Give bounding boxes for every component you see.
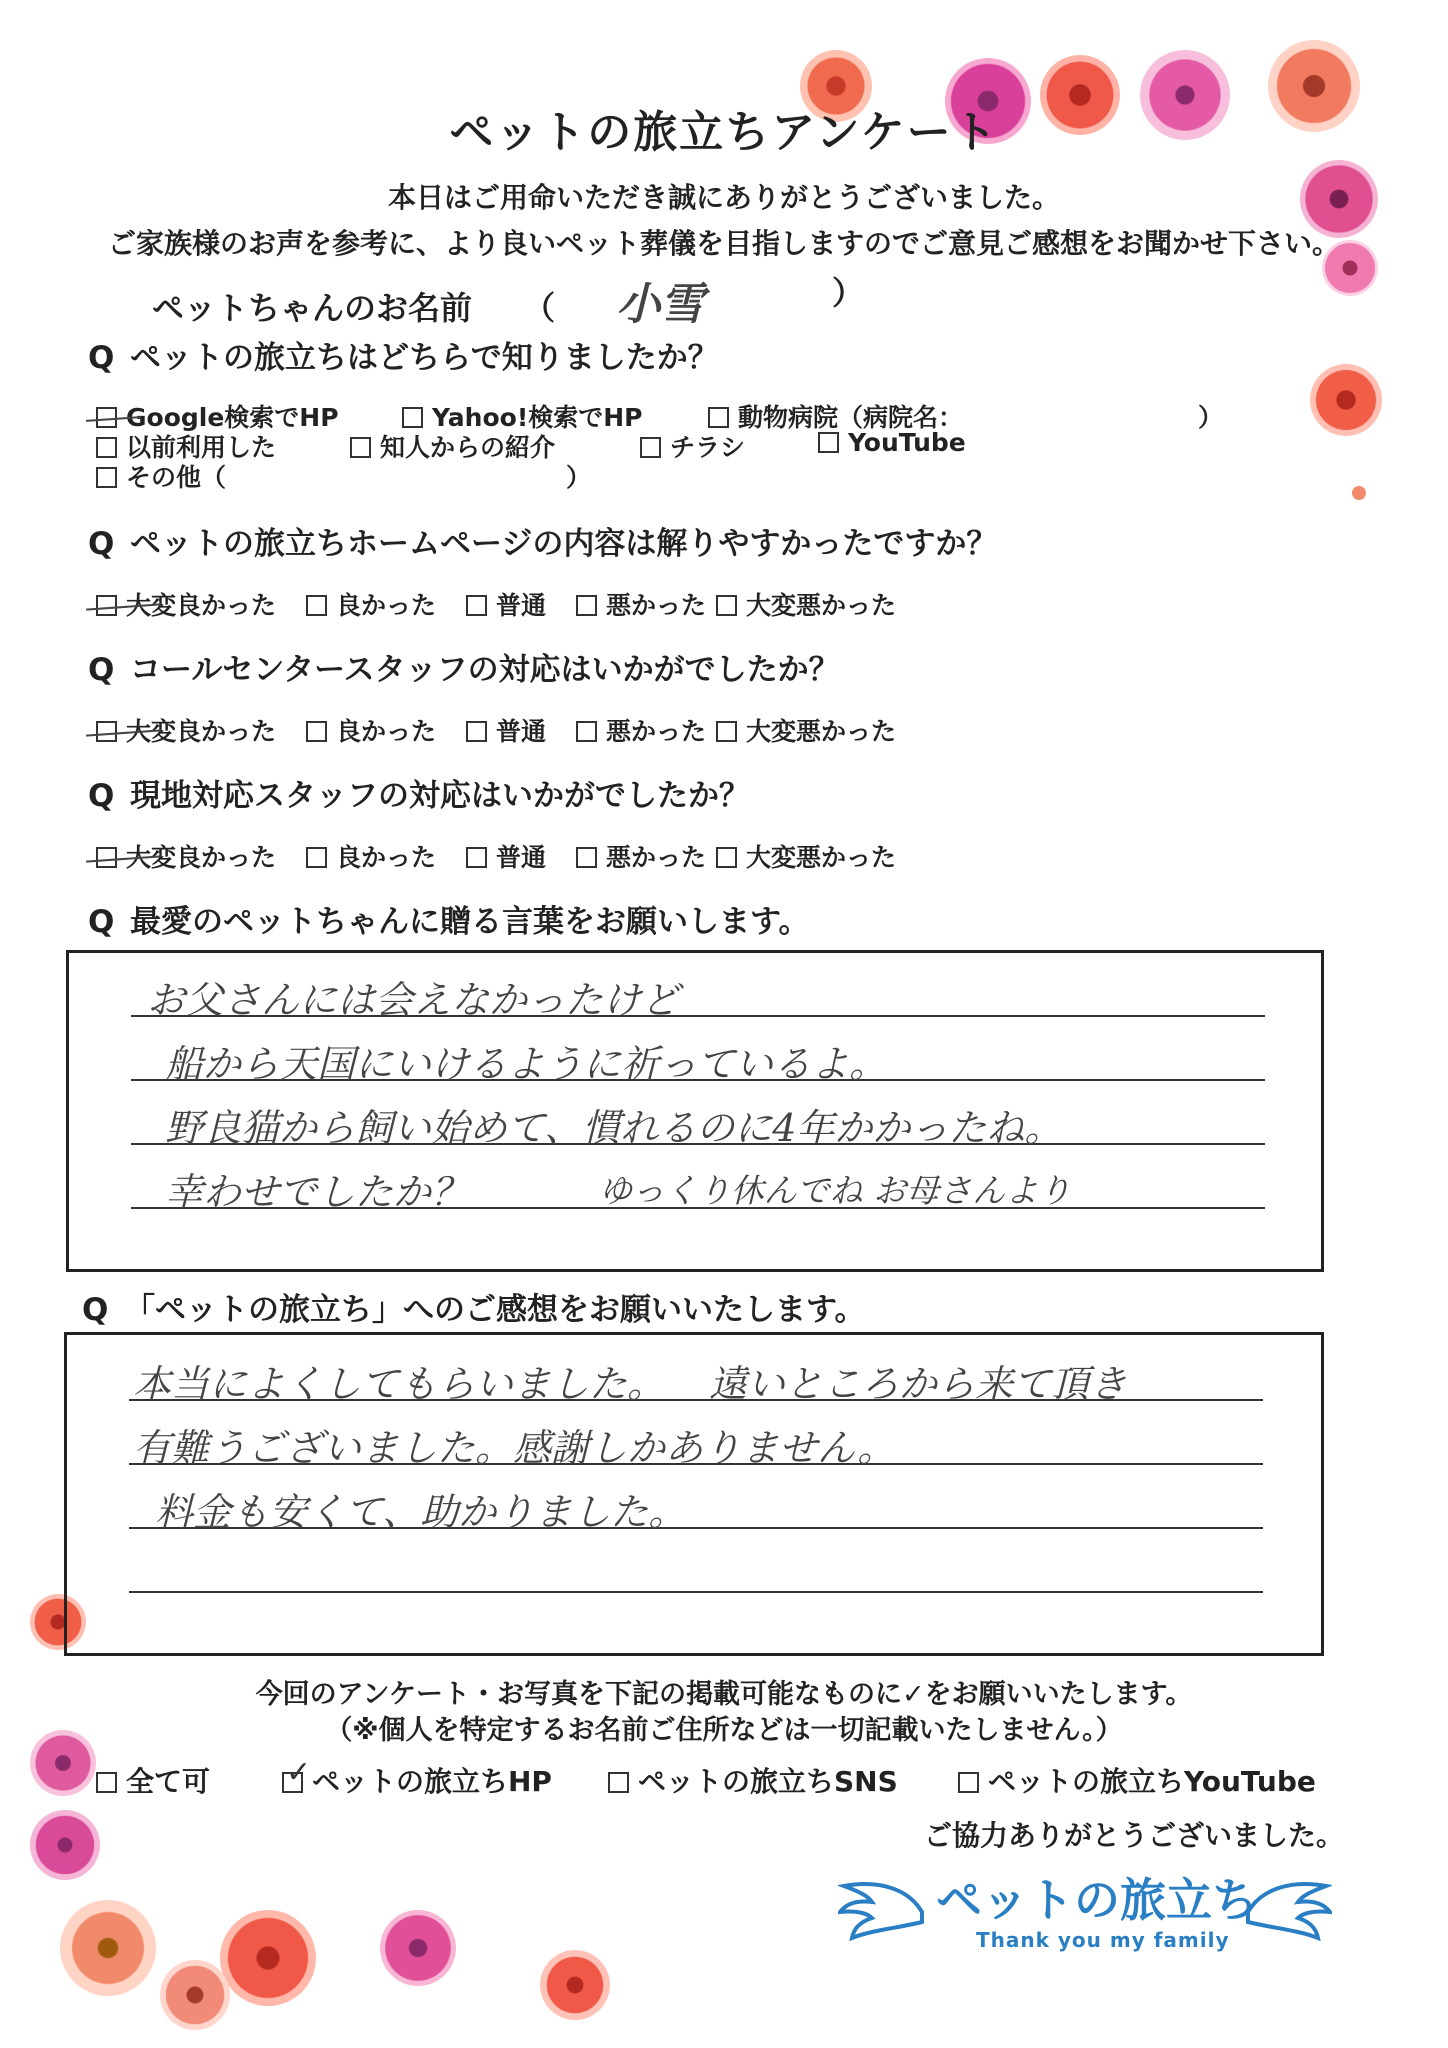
- publish-option-sns[interactable]: ペットの旅立ちSNS: [608, 1760, 898, 1800]
- q4-option-bad[interactable]: 悪かった: [576, 838, 706, 874]
- checkbox[interactable]: [96, 1772, 117, 1793]
- publish-option-youtube[interactable]: ペットの旅立ちYouTube: [958, 1760, 1316, 1800]
- checkbox[interactable]: [466, 595, 487, 616]
- wing-right-icon: [1246, 1878, 1332, 1944]
- pet-name-value[interactable]: 小雪: [616, 279, 705, 330]
- q3-option-average[interactable]: 普通: [466, 712, 546, 748]
- checkbox[interactable]: [466, 847, 487, 868]
- logo-main-text: ペットの旅立ち: [936, 1873, 1258, 1927]
- checkbox[interactable]: [96, 847, 117, 868]
- q6-answer-line-1: 本当によくしてもらいました。: [133, 1362, 666, 1406]
- checkbox[interactable]: [576, 595, 597, 616]
- checkbox[interactable]: [96, 437, 117, 458]
- checkbox[interactable]: [282, 1755, 312, 1793]
- q6-question: Q 「ペットの旅立ち」へのご感想をお願いいたします。: [82, 1292, 866, 1328]
- q2-option-very-bad[interactable]: 大変悪かった: [716, 586, 896, 622]
- q1-question: Q ペットの旅立ちはどちらで知りましたか？: [88, 340, 719, 376]
- q1-hospital-close-paren: ）: [1198, 403, 1224, 432]
- logo-sub-text: Thank you my family: [976, 1928, 1230, 1952]
- publish-option-all[interactable]: 全て可: [96, 1760, 210, 1800]
- q4-option-average[interactable]: 普通: [466, 838, 546, 874]
- q6-answer-line-1-right: 遠いところから来て頂き: [709, 1362, 1128, 1406]
- checkbox[interactable]: [608, 1772, 629, 1793]
- checkbox[interactable]: [708, 407, 729, 428]
- q5-answer-line-3: 野良猫から飼い始めて、慣れるのに4年かかったね。: [165, 1106, 1063, 1150]
- q1-other-close-paren: ）: [566, 463, 592, 492]
- checkbox[interactable]: [96, 467, 117, 488]
- q5-answer-box[interactable]: [66, 950, 1324, 1272]
- checkbox[interactable]: [716, 721, 737, 742]
- q1-option-google[interactable]: Google検索でHP: [96, 398, 339, 434]
- q1-option-hospital[interactable]: 動物病院（病院名：: [708, 398, 963, 434]
- q1-option-yahoo[interactable]: Yahoo!検索でHP: [402, 398, 642, 434]
- q1-option-referral[interactable]: 知人からの紹介: [350, 428, 555, 464]
- intro-line-1: 本日はご用命いただき誠にありがとうございました。: [387, 181, 1060, 214]
- thanks-text: ご協力ありがとうございました。: [924, 1819, 1345, 1852]
- checkbox[interactable]: [958, 1772, 979, 1793]
- q1-option-previous[interactable]: 以前利用した: [96, 428, 276, 464]
- q4-option-good[interactable]: 良かった: [306, 838, 436, 874]
- q5-answer-line-1: お父さんには会えなかったけど: [147, 978, 680, 1022]
- publish-line-1: 今回のアンケート・お写真を下記の掲載可能なものに✓をお願いいたします。: [255, 1679, 1193, 1710]
- checkbox[interactable]: [716, 595, 737, 616]
- q2-option-very-good[interactable]: 大変良かった: [96, 586, 276, 622]
- checkbox[interactable]: [716, 847, 737, 868]
- brand-logo: [838, 1862, 1334, 1962]
- checkbox[interactable]: [96, 595, 117, 616]
- checkbox[interactable]: [306, 595, 327, 616]
- q3-option-bad[interactable]: 悪かった: [576, 712, 706, 748]
- q2-option-average[interactable]: 普通: [466, 586, 546, 622]
- q6-answer-line-2: 有難うございました。感謝しかありません。: [133, 1426, 896, 1470]
- q3-option-very-good[interactable]: 大変良かった: [96, 712, 276, 748]
- checkbox[interactable]: [640, 437, 661, 458]
- checkbox[interactable]: [96, 407, 117, 428]
- survey-title: ペットの旅立ちアンケート: [449, 107, 999, 158]
- q1-option-youtube[interactable]: YouTube: [818, 428, 966, 457]
- q3-option-good[interactable]: 良かった: [306, 712, 436, 748]
- checkbox[interactable]: [402, 407, 423, 428]
- wing-left-icon: [838, 1878, 924, 1944]
- q5-answer-line-4: 幸わせでしたか？: [165, 1170, 470, 1214]
- q2-question: Q ペットの旅立ちホームページの内容は解りやすかったですか？: [88, 526, 998, 562]
- checkbox[interactable]: [466, 721, 487, 742]
- q4-option-very-bad[interactable]: 大変悪かった: [716, 838, 896, 874]
- q-mark: Q: [88, 340, 115, 376]
- pet-name-label: ペットちゃんのお名前: [152, 289, 473, 327]
- pet-name-open-paren: （: [523, 289, 556, 327]
- q5-question: Q 最愛のペットちゃんに贈る言葉をお願いします。: [88, 904, 810, 940]
- checkmark-icon: ✓: [286, 1755, 312, 1790]
- q1-option-other[interactable]: その他（: [96, 458, 226, 494]
- q1-option-flyer[interactable]: チラシ: [640, 428, 745, 464]
- q2-option-good[interactable]: 良かった: [306, 586, 436, 622]
- checkbox[interactable]: [576, 721, 597, 742]
- intro-line-2: ご家族様のお声を参考に、より良いペット葬儀を目指しますのでご意見ご感想をお聞かせ下さい。: [107, 227, 1340, 260]
- pet-name-row: [152, 268, 865, 332]
- q2-option-bad[interactable]: 悪かった: [576, 586, 706, 622]
- pet-name-close-paren: ）: [832, 274, 865, 312]
- checkbox[interactable]: [818, 432, 839, 453]
- q5-answer-line-4-right: ゆっくり休んでね お母さんより: [599, 1171, 1072, 1210]
- checkbox[interactable]: [306, 721, 327, 742]
- checkbox[interactable]: [96, 721, 117, 742]
- checkbox[interactable]: [576, 847, 597, 868]
- q3-option-very-bad[interactable]: 大変悪かった: [716, 712, 896, 748]
- q3-question: Q コールセンタースタッフの対応はいかがでしたか？: [88, 652, 840, 688]
- answer-line: [129, 1591, 1263, 1593]
- q6-answer-line-3: 料金も安くて、助かりました。: [155, 1490, 687, 1534]
- checkbox[interactable]: [306, 847, 327, 868]
- q4-question: Q 現地対応スタッフの対応はいかがでしたか？: [88, 778, 750, 814]
- checkbox[interactable]: [350, 437, 371, 458]
- q5-answer-line-2: 船から天国にいけるように祈っているよ。: [165, 1042, 888, 1086]
- publish-line-2: （※個人を特定するお名前ご住所などは一切記載いたしません。）: [325, 1715, 1123, 1746]
- q6-answer-box[interactable]: [64, 1332, 1324, 1656]
- q4-option-very-good[interactable]: 大変良かった: [96, 838, 276, 874]
- publish-option-hp[interactable]: ✓ ペットの旅立ちHP: [282, 1760, 552, 1800]
